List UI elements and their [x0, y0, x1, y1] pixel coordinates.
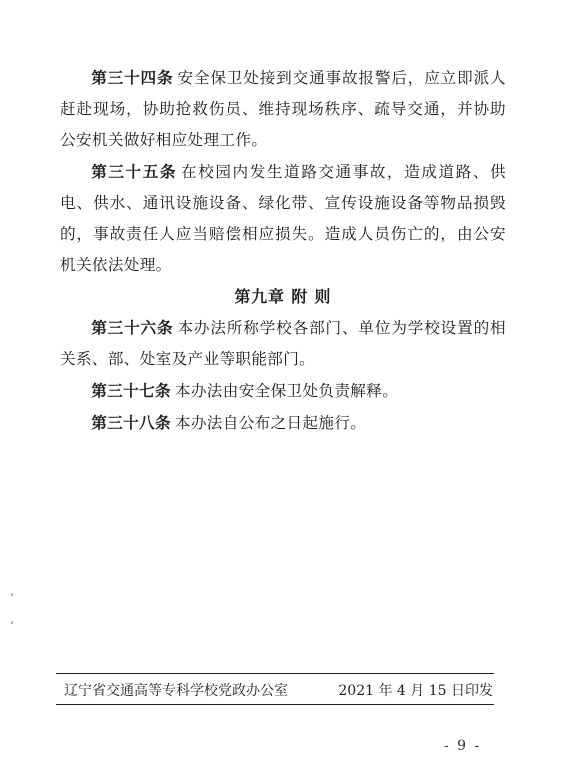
article-35 — [60, 156, 506, 281]
article-37 — [60, 375, 506, 407]
article-number: 第三十四条 — [91, 68, 174, 87]
article-number: 第三十五条 — [91, 162, 178, 181]
article-text: 本办法所称学校各部门、单位为学校设置的相关系、部、处室及产业等职能部门。 — [60, 319, 506, 368]
article-36 — [60, 312, 506, 375]
issue-date: 2021 年 4 月 15 日印发 — [338, 683, 493, 699]
chapter-heading: 第九章 附 则 — [234, 287, 332, 306]
article-number: 第三十八条 — [91, 413, 171, 432]
article-number: 第三十七条 — [91, 381, 171, 400]
document-body — [60, 62, 506, 439]
article-text: 本办法由安全保卫处负责解释。 — [174, 382, 399, 400]
page-number: - 9 - — [444, 738, 482, 754]
footer-rule-bottom — [56, 704, 494, 705]
footer-rule-top — [56, 673, 494, 674]
article-34 — [60, 62, 506, 156]
article-text: 安全保卫处接到交通事故报警后，应立即派人赶赴现场，协助抢救伤员、维持现场秩序、疏导交通，并协助公安机关做好相应处理工作。 — [60, 69, 506, 149]
issuing-office: 辽宁省交通高等专科学校党政办公室 — [64, 683, 288, 699]
article-38 — [60, 407, 506, 439]
article-number: 第三十六条 — [91, 318, 174, 337]
binding-mark: ʼ — [10, 593, 14, 604]
binding-mark: ʼ — [10, 621, 14, 632]
article-text: 本办法自公布之日起施行。 — [174, 414, 367, 432]
article-text: 在校园内发生道路交通事故，造成道路、供电、供水、通讯设施设备、绿化带、宣传设施设备等物品损毁的，事故责任人应当赔偿相应损失。造成人员伤亡的，由公安机关依法处理。 — [60, 163, 506, 274]
